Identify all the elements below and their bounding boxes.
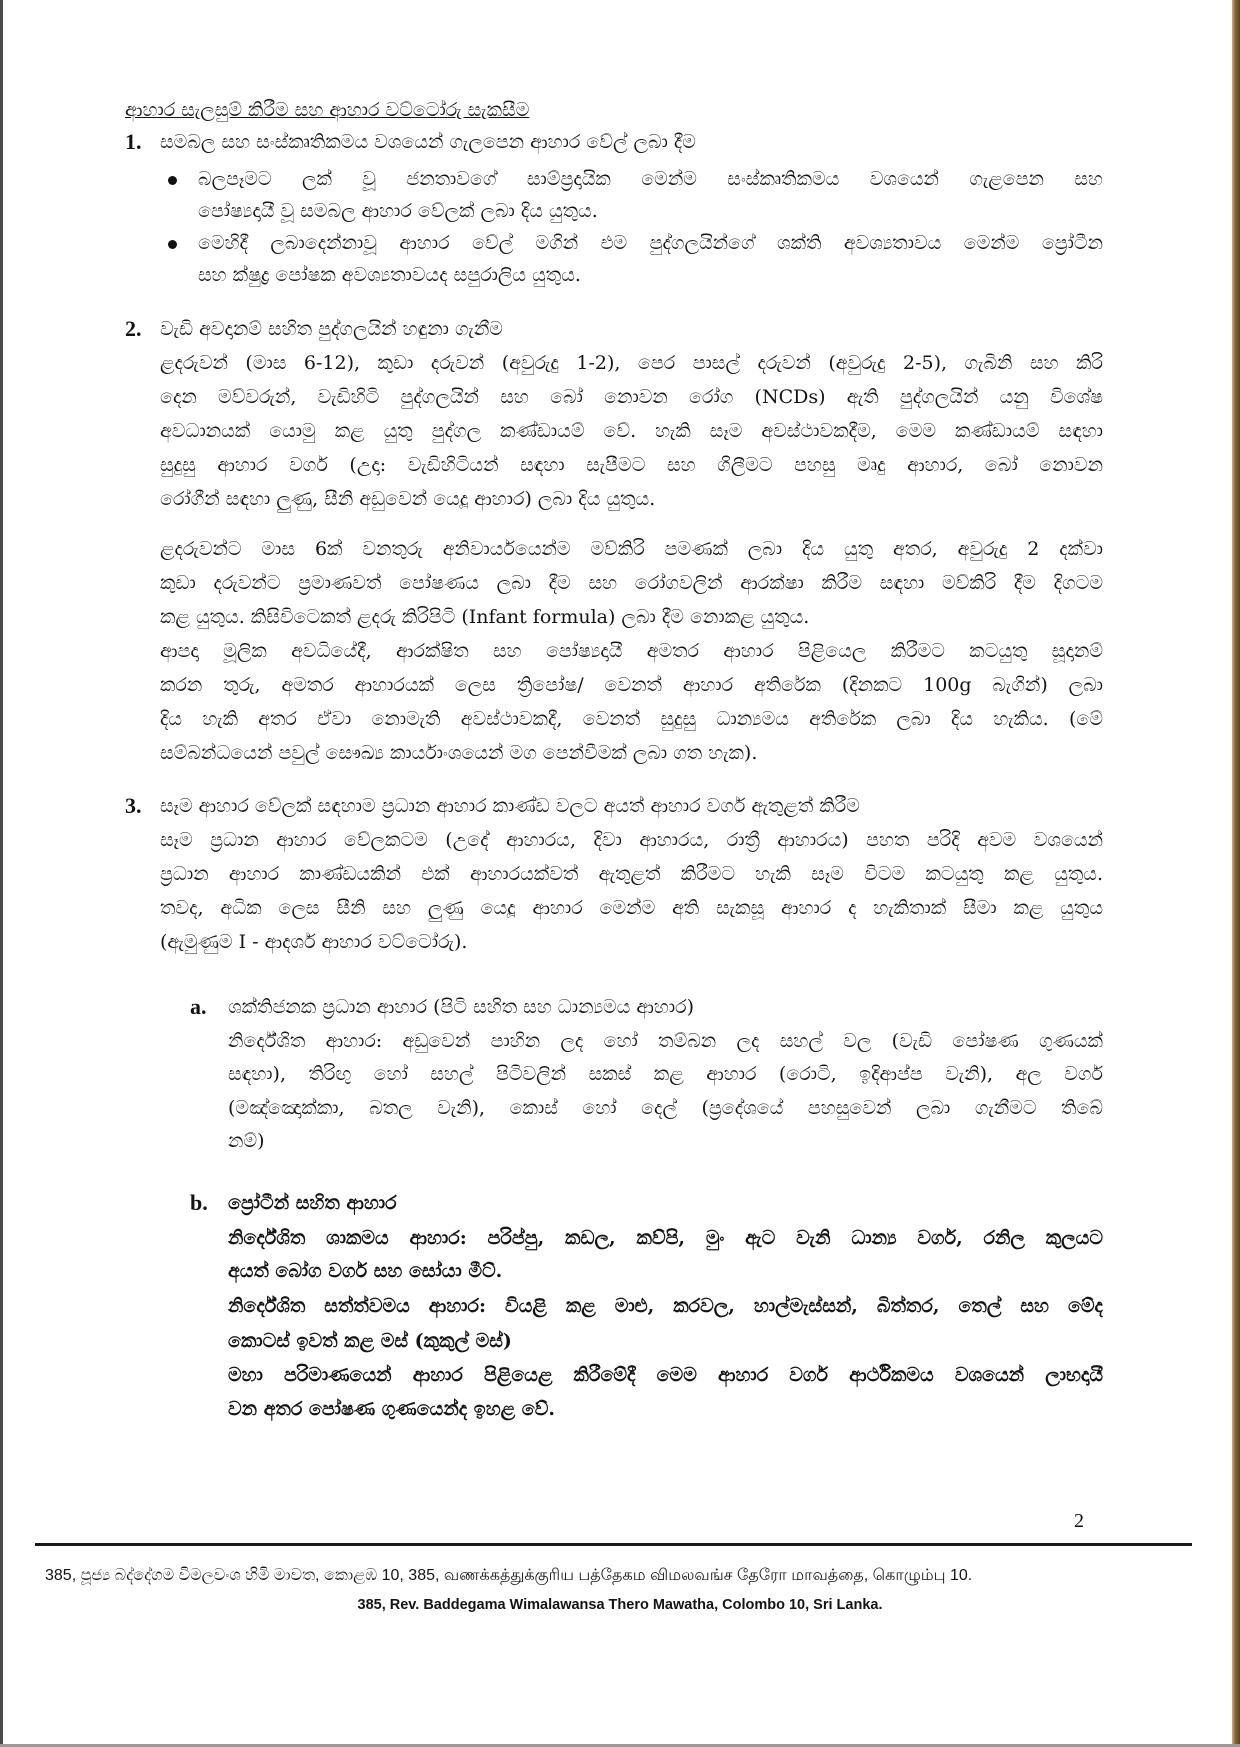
subsection-heading: ශක්තිජනක ප්‍රධාන ආහාර (පිටි සහිත සහ ධාන්‍යමය ආහාර) bbox=[228, 996, 694, 1018]
subsection-line: (මඤ්ඤොක්කා, බතල වැනි), කොස් හෝ දෙල් (ප්‍රදේශයේ පහසුවෙන් ලබා ගැනීමට තිබේ bbox=[228, 1097, 1103, 1119]
subsection-line: නිර්දේශිත ශාකමය ආහාර: පරිප්පු, කඩල, කව්පි, මුං ඇට වැනි ධාන්‍ය වර්ග, රනිල කුලයට bbox=[228, 1227, 1103, 1249]
section-heading: වැඩි අවදානම් සහිත පුද්ගලයින් හඳුනා ගැනීම bbox=[160, 318, 503, 340]
paragraph-line: ආපදා මූලික අවධියේදී, ආරක්ෂිත සහ පෝෂ්‍යදායී අමතර ආහාර පිළියෙල කිරීමට කටයුතු සූදානම් bbox=[160, 640, 1103, 662]
section-number: 3. bbox=[125, 793, 142, 818]
subsection-label: a. bbox=[190, 994, 207, 1019]
footer-divider bbox=[35, 1543, 1192, 1546]
paragraph-line: ප්‍රධාන ආහාර කාණ්ඩයකින් එක් ආහාරයක්වත් ඇතුළත් කිරීමට හැකි සෑම විටම කටයුතු කළ යුතුය. bbox=[160, 863, 1103, 885]
paragraph-line: රෝගීන් සඳහා ලුණු, සීනි අඩුවෙන් යෙදූ ආහාර) ලබා දිය යුතුය. bbox=[160, 488, 656, 510]
paragraph-line: තවද, අධික ලෙස සීනි සහ ලුණු යෙදූ ආහාර මෙන්ම අති සැකසූ ආහාර ද හැකිතාක් සීමා කළ යුතුය bbox=[160, 897, 1103, 919]
paragraph-line: දෙන මව්වරුන්, වැඩිහිටි පුද්ගලයින් සහ බෝ නොවන රෝග (NCDs) ඇති පුද්ගලයින් යනු විශේෂ bbox=[160, 386, 1103, 408]
section-heading: සමබල සහ සංස්කෘතිකමය වශයෙන් ගැලපෙන ආහාර වේල් ලබා දීම bbox=[160, 131, 696, 153]
paragraph-line: අවධානයක් යොමු කළ යුතු පුද්ගල කණ්ඩායම් වේ. හැකි සෑම අවස්ථාවකදීම, මෙම කණ්ඩායම් සඳහා bbox=[160, 420, 1103, 442]
subsection-line: මහා පරිමාණයෙන් ආහාර පිළියෙළ කිරීමේදී මෙම ආහාර වර්ග ආර්ථිකමය වශයෙන් ලාභදායී bbox=[228, 1364, 1103, 1386]
page-right-edge bbox=[1232, 0, 1240, 1747]
document-title: ආහාර සැලසුම් කිරීම සහ ආහාර වට්ටෝරු සැකසීම bbox=[125, 99, 530, 121]
paragraph-line: සුදුසු ආහාර වර්ග (උදා: වැඩිහිටියන් සඳහා සැපීමට සහ ගිලීමට පහසු මෘදු ආහාර, බෝ නොවන bbox=[160, 454, 1103, 476]
footer-address-local: 385, පූජ්‍ය බද්දේගම විමලවංශ හිමි මාවත, කොළඹ 10, 385, வணக்கத்துக்குரிய பத்தேகம விமலவங்ச தேரோ மாவத்தை, கொழும்பு 10. bbox=[45, 1567, 973, 1584]
paragraph-line: කරන තුරු, අමතර ආහාරයක් ලෙස ත්‍රිපෝෂ/ වෙනත් ආහාර අතිරේක (දිනකට 100g බැගින්) ලබා bbox=[160, 674, 1103, 696]
subsection-line: නම්) bbox=[228, 1130, 265, 1152]
subsection-line: කොටස් ඉවත් කළ මස් (කුකුල් මස්) bbox=[228, 1330, 512, 1352]
paragraph-line: සම්බන්ධයෙන් පවුල් සෞඛ්‍ය කාර්යාංශයෙන් මග පෙන්වීමක් ලබා ගත හැක). bbox=[160, 742, 758, 764]
subsection-heading: ප්‍රෝටීන් සහිත ආහාර bbox=[228, 1192, 397, 1214]
bullet-line: බලපෑමට ලක් වූ ජනතාවගේ සාම්ප්‍රදායික මෙන්ම සංස්කෘතිකමය වශයෙන් ගැළපෙන සහ bbox=[198, 168, 1103, 190]
section-number: 2. bbox=[125, 316, 142, 341]
paragraph-line: (ඇමුණුම I - ආදර්ශ ආහාර වට්ටෝරු). bbox=[160, 931, 468, 953]
bullet-line: පෝෂ්‍යදායී වූ සමබල ආහාර වේලක් ලබා දිය යුතුය. bbox=[198, 200, 598, 222]
bullet-line: මෙහිදී ලබාදෙන්නාවූ ආහාර වේල් මගින් එම පුද්ගලයින්ගේ ශක්ති අවශ්‍යතාවය මෙන්ම ප්‍රෝටීන bbox=[198, 232, 1103, 254]
subsection-label: b. bbox=[190, 1190, 208, 1215]
paragraph-line: ළදරුවන් (මාස 6-12), කුඩා දරුවන් (අවුරුදු 1-2), පෙර පාසල් දරුවන් (අවුරුදු 2-5), ගැබිනි සහ කිරි bbox=[160, 352, 1103, 374]
paragraph-line: කුඩා දරුවන්ට ප්‍රමාණවත් පෝෂණය ලබා දීම සහ රෝගවලින් ආරක්ෂා කිරීම සඳහා මව්කිරි දීම දිගටම bbox=[160, 572, 1103, 594]
bullet-icon bbox=[168, 176, 177, 185]
paragraph-line: කළ යුතුය. කිසිවිටෙකත් ළදරු කිරිපිටි (Infant formula) ලබා දීම නොකළ යුතුය. bbox=[160, 606, 810, 628]
bullet-icon bbox=[168, 240, 177, 249]
subsection-line: අයත් බෝග වර්ග සහ සෝයා මීට්. bbox=[228, 1260, 503, 1282]
subsection-line: වන අතර පෝෂණ ගුණයෙන්ද ඉහළ වේ. bbox=[228, 1398, 555, 1420]
section-heading: සෑම ආහාර වේලක් සඳහාම ප්‍රධාන ආහාර කාණ්ඩ වලට අයත් ආහාර වර්ග ඇතුළත් කිරීම bbox=[160, 795, 860, 817]
paragraph-line: ළදරුවන්ට මාස 6ක් වනතුරු අනිවාර්යයෙන්ම මව්කිරි පමණක් ලබා දිය යුතු අතර, අවුරුදු 2 දක්වා bbox=[160, 538, 1103, 560]
subsection-line: නිර්දේශිත ආහාර: අඩුවෙන් පාහින ලද හෝ තම්බන ලද සහල් වල (වැඩි පෝෂණ ගුණයක් bbox=[228, 1030, 1103, 1052]
page-left-edge bbox=[0, 0, 3, 1747]
bullet-line: සහ ක්ෂුද්‍ර පෝෂක අවශ්‍යතාවයද සපුරාලිය යුතුය. bbox=[198, 264, 581, 286]
subsection-line: නිර්දේශිත සත්ත්වමය ආහාර: වියළි කළ මාළු, කරවල, හාල්මැස්සන්, බිත්තර, තෙල් සහ මේද bbox=[228, 1295, 1103, 1317]
section-number: 1. bbox=[125, 129, 142, 154]
footer-address-english: 385, Rev. Baddegama Wimalawansa Thero Mawatha, Colombo 10, Sri Lanka. bbox=[357, 1597, 883, 1613]
paragraph-line: සෑම ප්‍රධාන ආහාර වේලකටම (උදේ ආහාරය, දිවා ආහාරය, රාත්‍රී ආහාරය) පහත පරිදි අවම වශයෙන් bbox=[160, 829, 1103, 851]
page-number: 2 bbox=[1074, 1510, 1084, 1532]
paragraph-line: දිය හැකි අතර ඒවා නොමැති අවස්ථාවකදී, වෙනත් සුදුසු ධාන්‍යමය අතිරේක ලබා දිය හැකිය. (මේ bbox=[160, 708, 1103, 730]
subsection-line: සඳහා), තිරිඟු හෝ සහල් පිටිවලින් සකස් කළ ආහාර (රොටි, ඉදිආප්ප වැනි), අල වර්ග bbox=[228, 1063, 1103, 1085]
